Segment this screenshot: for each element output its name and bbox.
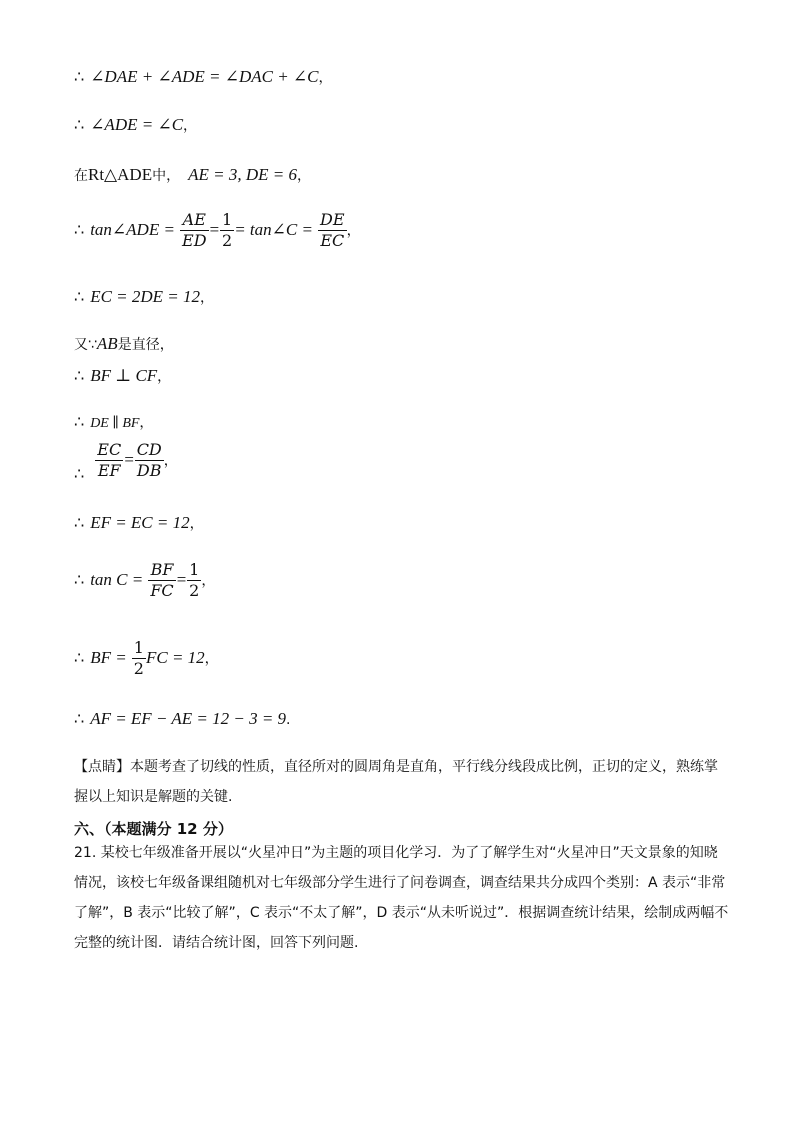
equation: DE ∥ BF — [90, 416, 140, 431]
numerator: 1 — [222, 210, 233, 229]
text: 中， — [152, 168, 181, 184]
punct: ， — [296, 168, 311, 184]
therefore-symbol: ∴ — [74, 366, 85, 385]
text: 在 — [74, 168, 88, 184]
fraction — [95, 442, 123, 479]
fraction — [135, 442, 164, 479]
expr: = — [123, 450, 135, 469]
punct: ， — [157, 369, 172, 385]
expr: tan∠ADE = — [90, 220, 175, 239]
equation: EC = 2DE = 12 — [90, 287, 201, 306]
punct: ， — [204, 651, 219, 667]
step-8 — [74, 414, 153, 431]
denominator: 2 — [222, 231, 233, 250]
question-paragraph: 21. 某校七年级准备开展以“火星冲日”为主题的项目化学习．为了了解学生对“火星冲日”天文景象的知晓情况，该校七年级备课组随机对七年级部分学生进行了问卷调查，调查结果共分成四个类别：A 表示“非常了解”，B 表示“比较了解”，C 表示“不太了解”，D 表示“从未听说过”．根据调查统计结果，绘制成两幅不完整的统计图．请结合统计图，回答下列问题. — [74, 845, 729, 951]
punct: ， — [183, 118, 198, 134]
expr: = tan∠C = — [234, 220, 313, 239]
therefore-symbol: ∴ — [74, 287, 85, 306]
therefore-symbol: ∴ — [74, 115, 85, 134]
step-9 — [74, 442, 178, 482]
equation: ∠ADE = ∠C — [90, 115, 184, 134]
segment-label: AB — [96, 334, 118, 353]
numerator: 1 — [133, 638, 144, 657]
section-title: 六、（本题满分 12 分） — [74, 820, 233, 838]
punct: ， — [139, 415, 154, 431]
fraction — [318, 212, 347, 249]
expr: = — [208, 220, 221, 239]
therefore-symbol: ∴ — [74, 709, 85, 728]
punct: ， — [163, 453, 178, 469]
expr: tan C = — [90, 570, 144, 589]
punct: ， — [200, 290, 215, 306]
therefore-symbol: ∴ — [74, 570, 85, 589]
step-1 — [74, 68, 333, 85]
numerator: DE — [320, 210, 345, 229]
denominator: EF — [97, 461, 121, 480]
equation: ∠DAE + ∠ADE = ∠DAC + ∠C — [90, 67, 319, 86]
denominator: EC — [320, 231, 345, 250]
equation: EF = EC = 12 — [90, 513, 190, 532]
therefore-symbol: ∴ — [74, 412, 85, 431]
therefore-symbol: ∴ — [74, 513, 85, 532]
denominator: FC — [150, 581, 174, 600]
numerator: CD — [136, 440, 162, 459]
step-13 — [74, 710, 291, 727]
denominator: ED — [182, 231, 207, 250]
therefore-symbol: ∴ — [74, 67, 85, 86]
punct: . — [286, 712, 291, 728]
step-7 — [74, 367, 171, 384]
step-2 — [74, 116, 197, 133]
numerator: EC — [97, 440, 122, 459]
triangle-label: Rt△ADE — [88, 165, 153, 184]
expr: BF = — [90, 648, 127, 667]
therefore-symbol: ∴ — [74, 648, 85, 667]
text: 是直径， — [117, 337, 174, 353]
numerator: 1 — [189, 560, 200, 579]
fraction — [220, 212, 234, 249]
step-5 — [74, 288, 214, 305]
step-11 — [74, 562, 215, 599]
therefore-symbol: ∴ — [74, 464, 85, 483]
step-3 — [74, 166, 311, 183]
numerator: BF — [148, 562, 175, 581]
expr: FC = 12 — [145, 648, 205, 667]
denominator: 2 — [189, 581, 200, 600]
text: 又∵ — [74, 337, 97, 353]
numerator: AE — [180, 212, 209, 231]
expr: = — [175, 570, 188, 589]
fraction — [187, 562, 201, 599]
punct: ， — [346, 223, 361, 239]
fraction — [180, 212, 209, 249]
comment-paragraph: 【点睛】本题考查了切线的性质，直径所对的圆周角是直角，平行线分线段成比例，正切的定义，熟练掌握以上知识是解题的关键. — [74, 759, 718, 805]
step-4 — [74, 212, 361, 249]
denominator: 2 — [133, 659, 144, 678]
punct: ， — [189, 516, 204, 532]
denominator: DB — [136, 461, 162, 480]
punct: ， — [318, 70, 333, 86]
step-6 — [74, 335, 174, 352]
step-12 — [74, 640, 219, 677]
equation: AF = EF − AE = 12 − 3 = 9 — [90, 709, 287, 728]
fraction — [148, 562, 175, 599]
therefore-symbol: ∴ — [74, 220, 85, 239]
equation: BF ⊥ CF — [90, 366, 158, 385]
equation: AE = 3, DE = 6 — [188, 165, 297, 184]
fraction — [132, 640, 146, 677]
punct: ， — [201, 573, 216, 589]
step-10 — [74, 514, 204, 531]
